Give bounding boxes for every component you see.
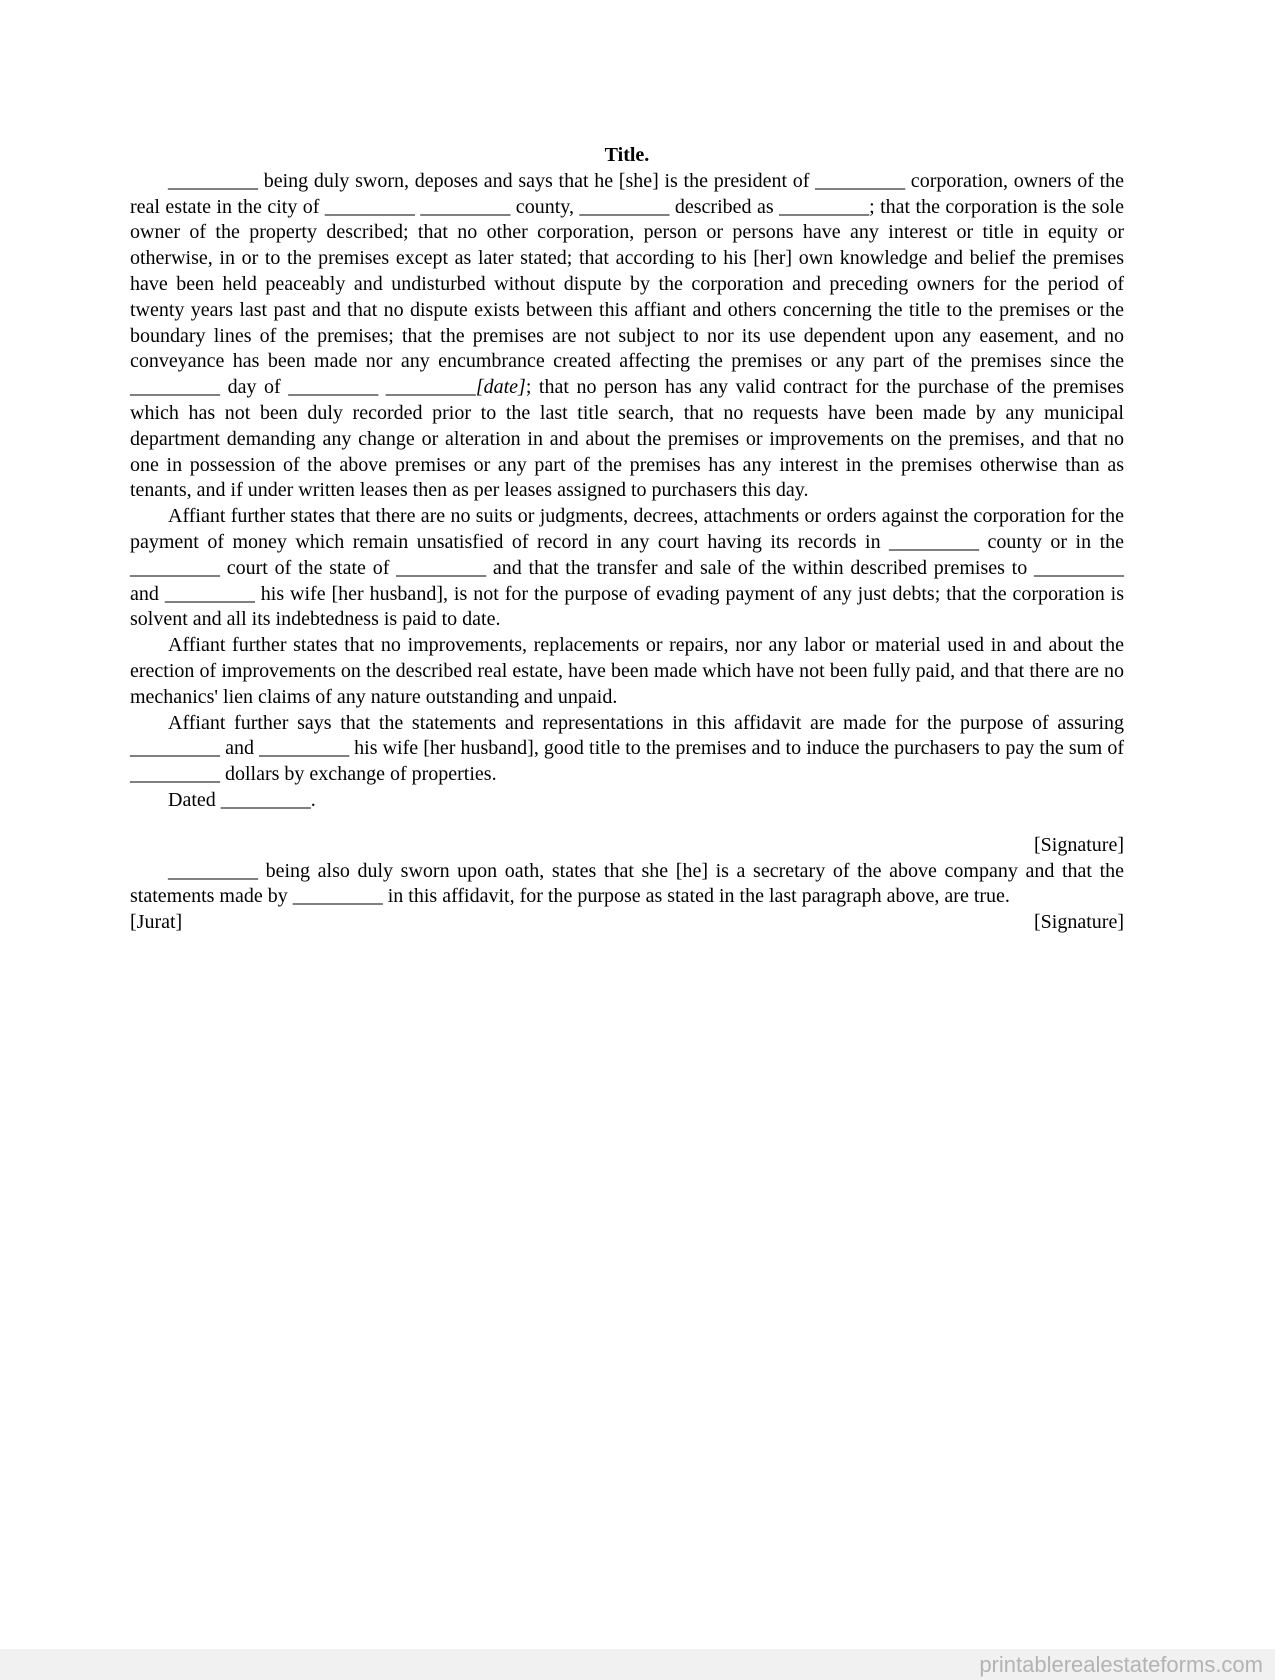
paragraph-no-suits: Affiant further states that there are no suits or judgments, decrees, attachments or orders against the corporation for the payment of money which remain unsatisfied of record in any court having its records in _________ county or in the _________ court of the state of _________ and that the transfer and sale of the within described premises to _________ and _________ his wife [her husband], is not for the purpose of evading payment of any just debts; that the corporation is solvent and all its indebtedness is paid to date. bbox=[130, 505, 1124, 631]
jurat-signature-row bbox=[130, 910, 1124, 936]
footer-site-name: printablerealestateforms.com bbox=[979, 1652, 1263, 1677]
document-title: Title. bbox=[604, 144, 650, 166]
paragraph-secretary-oath: _________ being also duly sworn upon oath, states that she [he] is a secretary of the above company and that the statements made by _________ in this affidavit, for the purpose as stated in the last paragraph above, are true. bbox=[130, 859, 1124, 908]
paragraph-no-improvements: Affiant further states that no improvements, replacements or repairs, nor any labor or material used in and about the erection of improvements on the described real estate, have been made which have not been fully paid, and that there are no mechanics' lien claims of any nature outstanding and unpaid. bbox=[130, 634, 1124, 708]
paragraph-text-after-date: ; that no person has any valid contract for the purchase of the premises which has not been duly recorded prior to the last title search, that no requests have been made by any municipal department demanding any change or alteration in and about the premises or improvements on the premises, and that no one in possession of the above premises or any part of the premises has any interest in the premises otherwise than as tenants, and if under written leases then as per leases assigned to purchasers this day. bbox=[130, 376, 1124, 502]
signature-line-president: [Signature] bbox=[1034, 833, 1124, 856]
footer-bar bbox=[0, 1649, 1275, 1680]
jurat-label: [Jurat] bbox=[130, 911, 183, 934]
paragraph-text-before-date: _________ being duly sworn, deposes and says that he [she] is the president of _________ corporation, owners of the real estate in the city of _________ _________ county, _________ described as _________; that the corporation is the sole owner of the property described; that no other corporation, person or persons have any interest or title in equity or otherwise, in or to the premises except as later stated; that according to his [her] own knowledge and belief the premises have been held peaceably and undisturbed without dispute by the corporation and preceding owners for the period of twenty years last past and that no dispute exists between this affiant and others concerning the title to the premises or the boundary lines of the premises; that the premises are not subject to nor its use dependent upon any easement, and no conveyance has been made nor any encumbrance created affecting the premises or any part of the premises since the _________ day of _________ _________ bbox=[130, 169, 1124, 399]
signature-line-secretary: [Signature] bbox=[1034, 911, 1124, 934]
paragraph-affiant-oath bbox=[130, 169, 1124, 504]
dated-line: Dated _________. bbox=[168, 788, 316, 811]
paragraph-purpose: Affiant further says that the statements and representations in this affidavit are made for the purpose of assuring _________ and _________ his wife [her husband], good title to the premises and to induce the purchasers to pay the sum of _________ dollars by exchange of properties. bbox=[130, 711, 1124, 786]
date-placeholder: [date] bbox=[475, 376, 526, 399]
document-content bbox=[130, 143, 1124, 936]
